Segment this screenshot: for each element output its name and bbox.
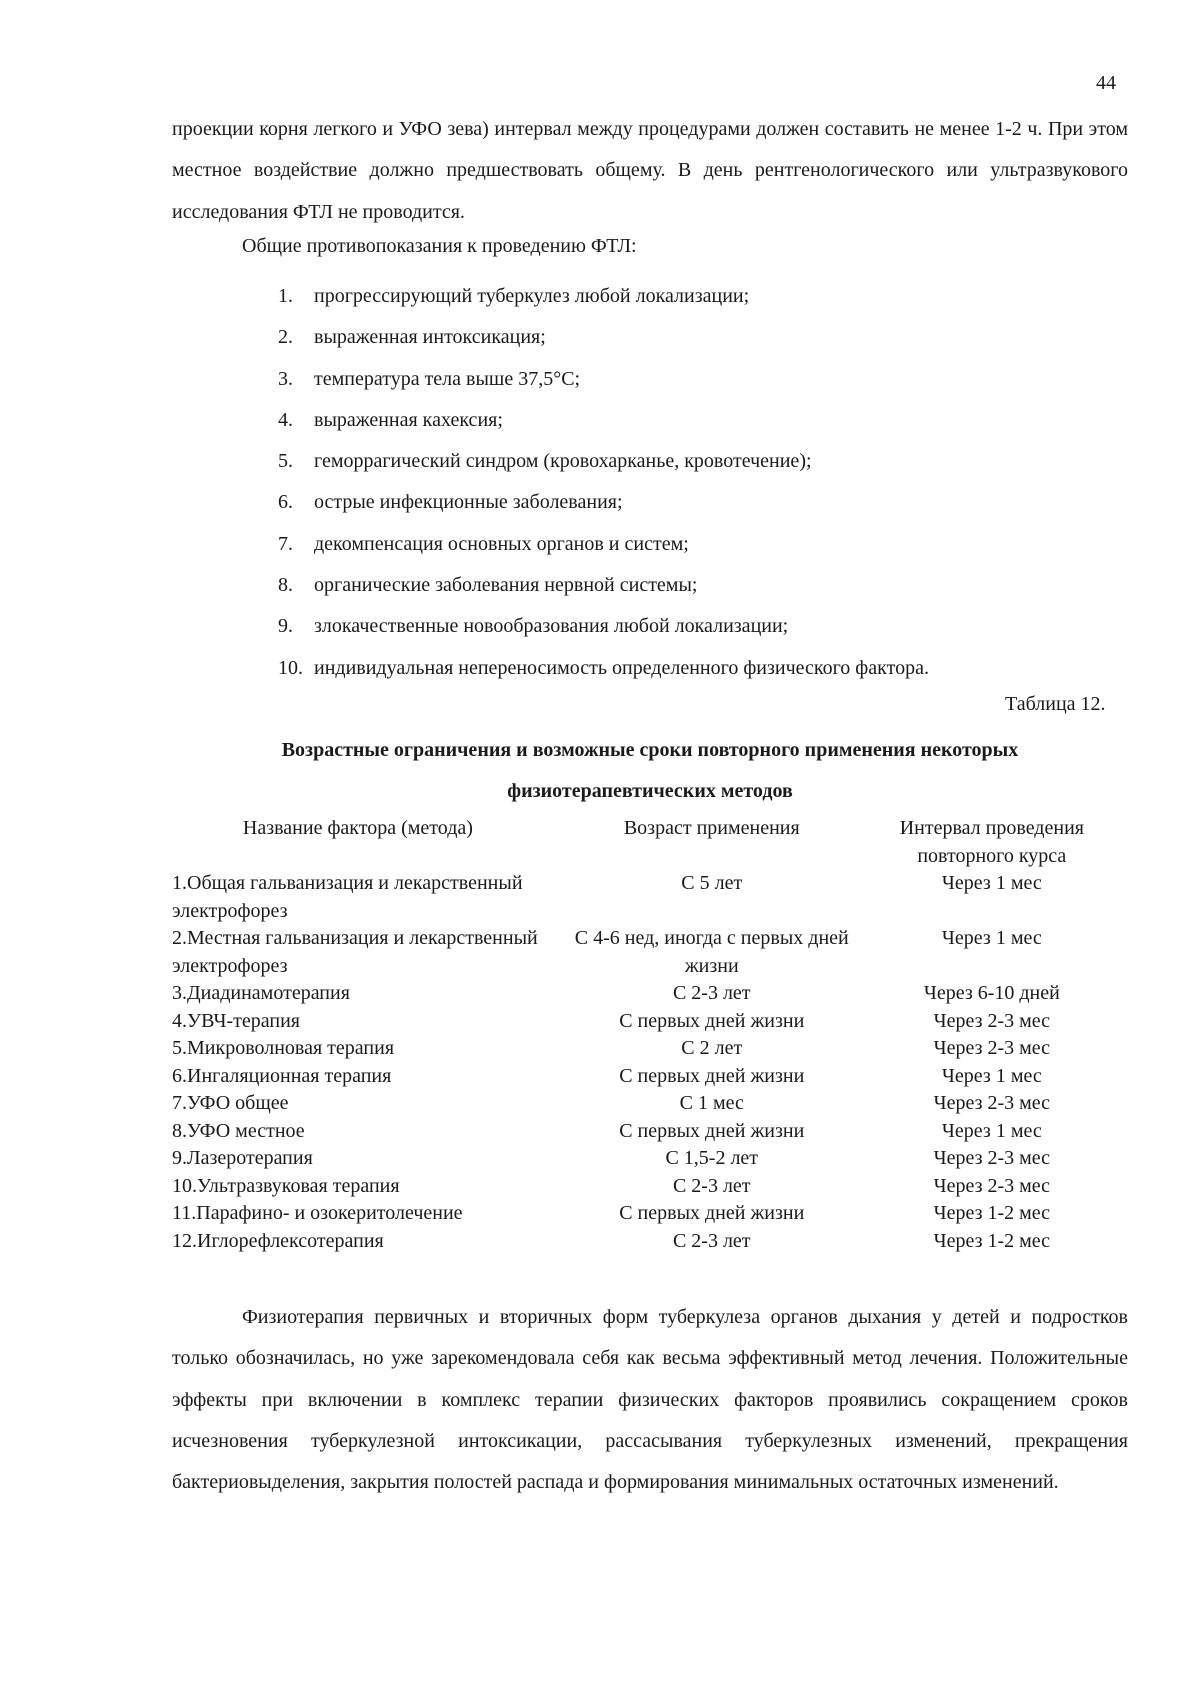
page-number: 44 (1096, 72, 1116, 94)
table-label: Таблица 12. (1005, 693, 1106, 715)
list-item-text: органические заболевания нервной системы; (314, 574, 698, 597)
list-item (278, 441, 929, 482)
cell-age: С 1 мес (679, 1092, 744, 1114)
list-item-text: выраженная интоксикация; (314, 326, 546, 349)
cell-age: С 2-3 лет (672, 1174, 751, 1197)
cell-factor: 3.Диадинамотерапия (172, 982, 350, 1004)
cell-interval: Через 1 мес (941, 1064, 1042, 1087)
cell-age: С первых дней жизни (619, 1009, 805, 1032)
list-item (278, 400, 929, 441)
cell-interval: Через 2-3 мес (933, 1174, 1051, 1197)
table-row (172, 1145, 1128, 1173)
paragraph-procedure-interval: проекции корня легкого и УФО зева) интервал между процедурами должен составить не менее 1-2 ч. При этом местное воздействие должно предшествовать общему. В день рентгенологического или ультразвукового исследования ФТЛ не проводится. (172, 118, 1128, 223)
list-item-text: выраженная кахексия; (314, 408, 503, 431)
list-item-number: 7. (278, 532, 293, 555)
cell-age: С 5 лет (681, 872, 743, 894)
list-item-number: 6. (278, 491, 293, 514)
table-title (172, 730, 1128, 812)
list-item (278, 317, 929, 358)
list-item (278, 276, 929, 317)
table-row (172, 1200, 1128, 1228)
table-row (172, 1063, 1128, 1091)
cell-factor: 7.УФО общее (172, 1092, 289, 1114)
cell-factor: 5.Микроволновая терапия (172, 1037, 395, 1059)
list-item-number: 8. (278, 574, 293, 597)
table-row (172, 1035, 1128, 1063)
cell-interval: Через 1 мес (941, 927, 1042, 949)
cell-age: С 1,5-2 лет (665, 1147, 759, 1169)
list-item-number: 2. (278, 326, 293, 349)
table-header-row (172, 815, 1128, 870)
cell-age: С 2 лет (681, 1037, 743, 1059)
cell-factor: 4.УВЧ-терапия (172, 1009, 300, 1032)
column-header-interval: Интервал проведения повторного курса (899, 817, 1084, 867)
table-row (172, 925, 1128, 980)
cell-factor: 9.Лазеротерапия (172, 1147, 313, 1169)
table-row (172, 1118, 1128, 1146)
cell-age: С первых дней жизни (619, 1064, 805, 1087)
cell-age: С 2-3 лет (672, 1229, 751, 1252)
table-row (172, 980, 1128, 1008)
list-item (278, 359, 929, 400)
cell-interval: Через 2-3 мес (933, 1037, 1051, 1059)
contraindications-lead: Общие противопоказания к проведению ФТЛ: (242, 235, 637, 257)
list-item (278, 565, 929, 606)
list-item-text: геморрагический синдром (кровохарканье, кровотечение); (314, 450, 812, 473)
list-item-text: температура тела выше 37,5°С; (314, 367, 581, 390)
list-item-text: прогрессирующий туберкулез любой локализации; (314, 285, 750, 307)
cell-interval: Через 2-3 мес (933, 1009, 1051, 1032)
list-item-number: 3. (278, 367, 293, 390)
cell-age: С 4-6 нед, иногда с первых дней жизни (574, 927, 849, 977)
cell-factor: 12.Иглорефлексотерапия (172, 1229, 384, 1252)
cell-interval: Через 2-3 мес (933, 1147, 1051, 1169)
cell-factor: 6.Ингаляционная терапия (172, 1064, 392, 1087)
list-item-number: 10. (278, 656, 303, 679)
cell-interval: Через 1 мес (941, 1119, 1042, 1142)
column-header-age: Возраст применения (623, 817, 800, 839)
cell-factor: 8.УФО местное (172, 1119, 305, 1142)
table-row (172, 1008, 1128, 1036)
table-row (172, 1228, 1128, 1256)
cell-interval: Через 2-3 мес (933, 1092, 1051, 1114)
cell-interval: Через 6-10 дней (923, 982, 1060, 1004)
table-title-line: Возрастные ограничения и возможные сроки повторного применения некоторых (281, 739, 1019, 761)
list-item-text: злокачественные новообразования любой локализации; (314, 615, 789, 638)
list-item-number: 1. (278, 285, 293, 307)
table-row (172, 1173, 1128, 1201)
list-item (278, 648, 929, 689)
cell-interval: Через 1-2 мес (933, 1229, 1051, 1252)
cell-age: С 2-3 лет (672, 982, 751, 1004)
table-row (172, 870, 1128, 925)
table-row (172, 1090, 1128, 1118)
column-header-factor: Название фактора (метода) (242, 817, 473, 839)
cell-age: С первых дней жизни (619, 1119, 805, 1142)
contraindications-list (278, 276, 929, 689)
list-item-number: 5. (278, 450, 293, 473)
list-item-text: острые инфекционные заболевания; (314, 491, 623, 514)
cell-factor: 2.Местная гальванизация и лекарственный электрофорез (172, 927, 538, 977)
table-title-line: физиотерапевтических методов (507, 780, 793, 802)
list-item-text: декомпенсация основных органов и систем; (314, 532, 689, 555)
list-item (278, 524, 929, 565)
cell-interval: Через 1-2 мес (933, 1202, 1051, 1224)
cell-factor: 1.Общая гальванизация и лекарственный электрофорез (172, 872, 523, 922)
list-item-number: 4. (278, 408, 293, 431)
cell-factor: 10.Ультразвуковая терапия (172, 1174, 400, 1197)
cell-interval: Через 1 мес (941, 872, 1042, 894)
cell-age: С первых дней жизни (619, 1202, 805, 1224)
list-item (278, 482, 929, 523)
age-restrictions-table (172, 815, 1128, 1255)
list-item-number: 9. (278, 615, 293, 638)
cell-factor: 11.Парафино- и озокеритолечение (172, 1202, 463, 1224)
paragraph-physiotherapy-effects: Физиотерапия первичных и вторичных форм туберкулеза органов дыхания у детей и подростков только обозначилась, но уже зарекомендовала себя как весьма эффективный метод лечения. Положительные эффекты при включении в комплекс терапии физических факторов проявились сокращением сроков исчезновения туберкулезной интоксикации, рассасывания туберкулезных изменений, прекращения бактериовыделения, закрытия полостей распада и формирования минимальных остаточных изменений. (172, 1306, 1128, 1494)
list-item-text: индивидуальная непереносимость определенного физического фактора. (314, 656, 929, 679)
list-item (278, 606, 929, 647)
